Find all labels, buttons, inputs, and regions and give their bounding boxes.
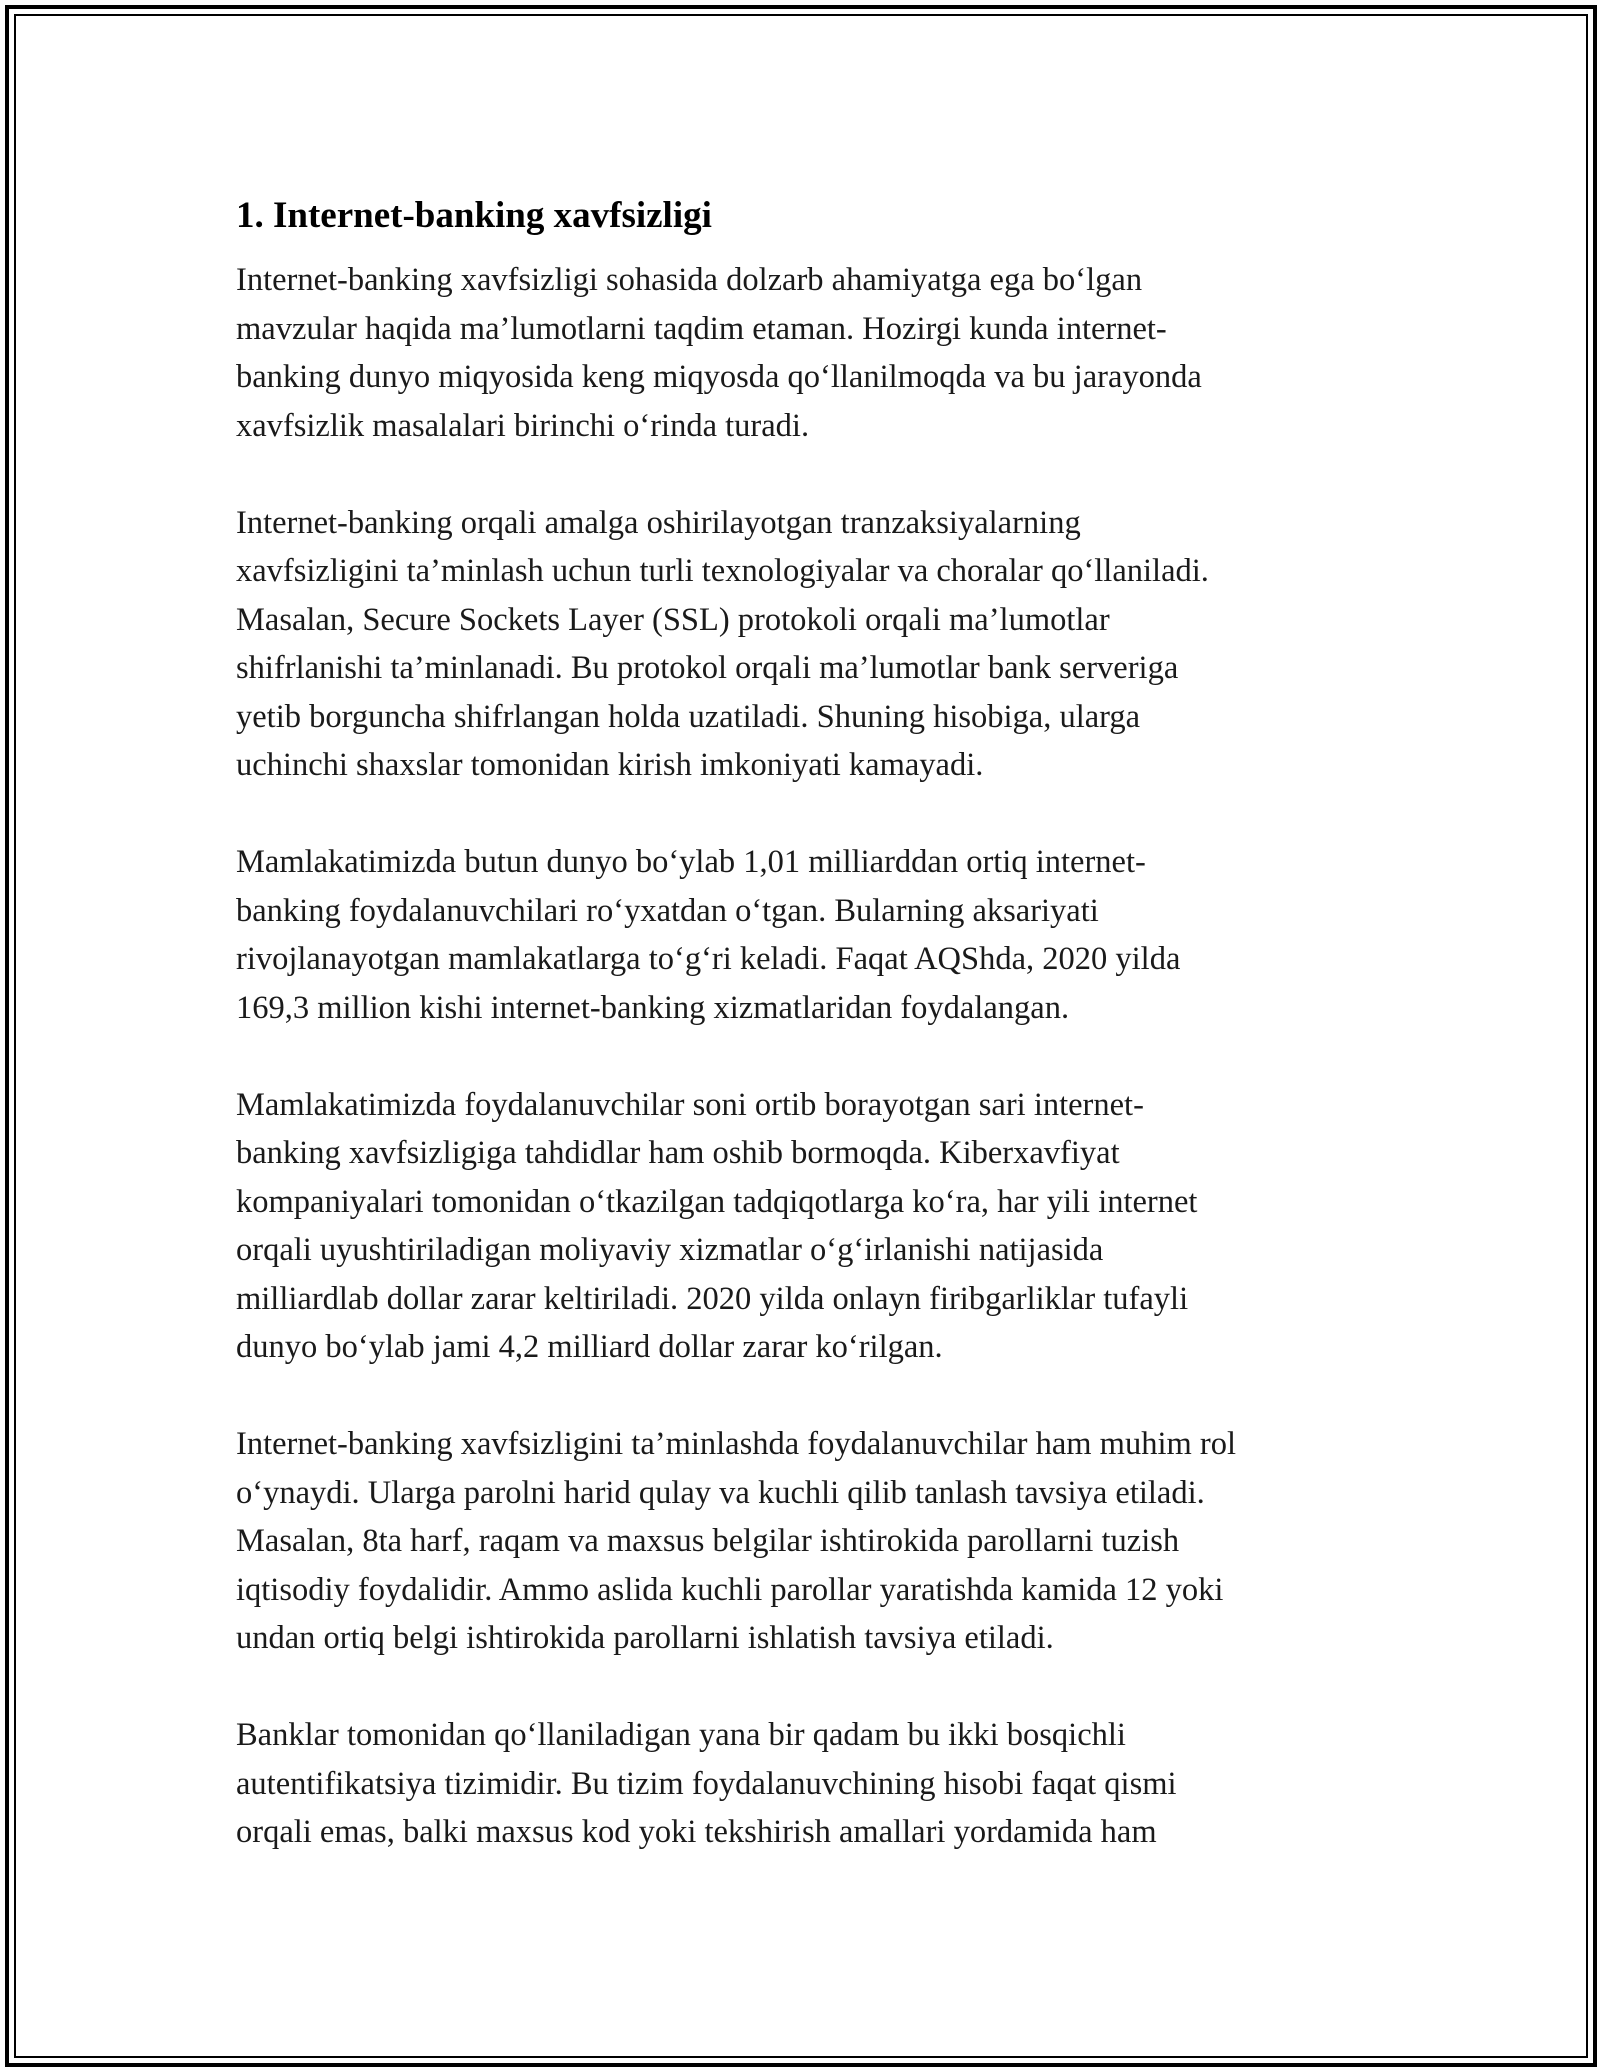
paragraph-6: Banklar tomonidan qo‘llaniladigan yana bir qadam bu ikki bosqichli autentifikatsiya tizimidir. Bu tizim foydalanuvchining hisobi faqat qismi orqali emas, balki maxsus kod yoki tekshirish amallari yordamida ham [236, 1717, 1177, 1850]
document-body [236, 188, 1386, 1905]
paragraph-5: Internet-banking xavfsizligini ta’minlashda foydalanuvchilar ham muhim rol o‘ynaydi. Ularga parolni harid qulay va kuchli qilib tanlash tavsiya etiladi. Masalan, 8ta harf, raqam va maxsus belgilar ishtirokida parollarni tuzish iqtisodiy foydalidir. Ammo aslida kuchli parollar yaratishda kamida 12 yoki undan ortiq belgi ishtirokida parollarni ishlatish tavsiya etiladi. [236, 1426, 1236, 1656]
paragraph-3: Mamlakatimizda butun dunyo bo‘ylab 1,01 milliarddan ortiq internet- banking foydalanuvchilari ro‘yxatdan o‘tgan. Bularning aksariyati rivojlanayotgan mamlakatlarga to‘g‘ri keladi. Faqat AQShda, 2020 yilda 169,3 million kishi internet-banking xizmatlaridan foydalangan. [236, 844, 1181, 1026]
paragraph-2: Internet-banking orqali amalga oshirilayotgan tranzaksiyalarning xavfsizligini ta’minlash uchun turli texnologiyalar va choralar qo‘llaniladi. Masalan, Secure Sockets Layer (SSL) protokoli orqali ma’lumotlar shifrlanishi ta’minlanadi. Bu protokol orqali ma’lumotlar bank serveriga yetib borguncha shifrlangan holda uzatiladi. Shuning hisobiga, ularga uchinchi shaxslar tomonidan kirish imkoniyati kamayadi. [236, 504, 1209, 783]
paragraph-4: Mamlakatimizda foydalanuvchilar soni ortib borayotgan sari internet- banking xavfsizligiga tahdidlar ham oshib bormoqda. Kiberxavfiyat kompaniyalari tomonidan o‘tkazilgan tadqiqotlarga ko‘ra, har yili internet orqali uyushtiriladigan moliyaviy xizmatlar o‘g‘irlanishi natijasida milliardlab dollar zarar keltiriladi. 2020 yilda onlayn firibgarliklar tufayli dunyo bo‘ylab jami 4,2 milliard dollar zarar ko‘rilgan. [236, 1086, 1198, 1365]
section-heading: 1. Internet-banking xavfsizligi [236, 195, 712, 236]
paragraph-1: Internet-banking xavfsizligi sohasida dolzarb ahamiyatga ega bo‘lgan mavzular haqida ma’lumotlarni taqdim etaman. Hozirgi kunda internet- banking dunyo miqyosida keng miqyosda qo‘llanilmoqda va bu jarayonda xavfsizlik masalalari birinchi o‘rinda turadi. [236, 262, 1202, 444]
